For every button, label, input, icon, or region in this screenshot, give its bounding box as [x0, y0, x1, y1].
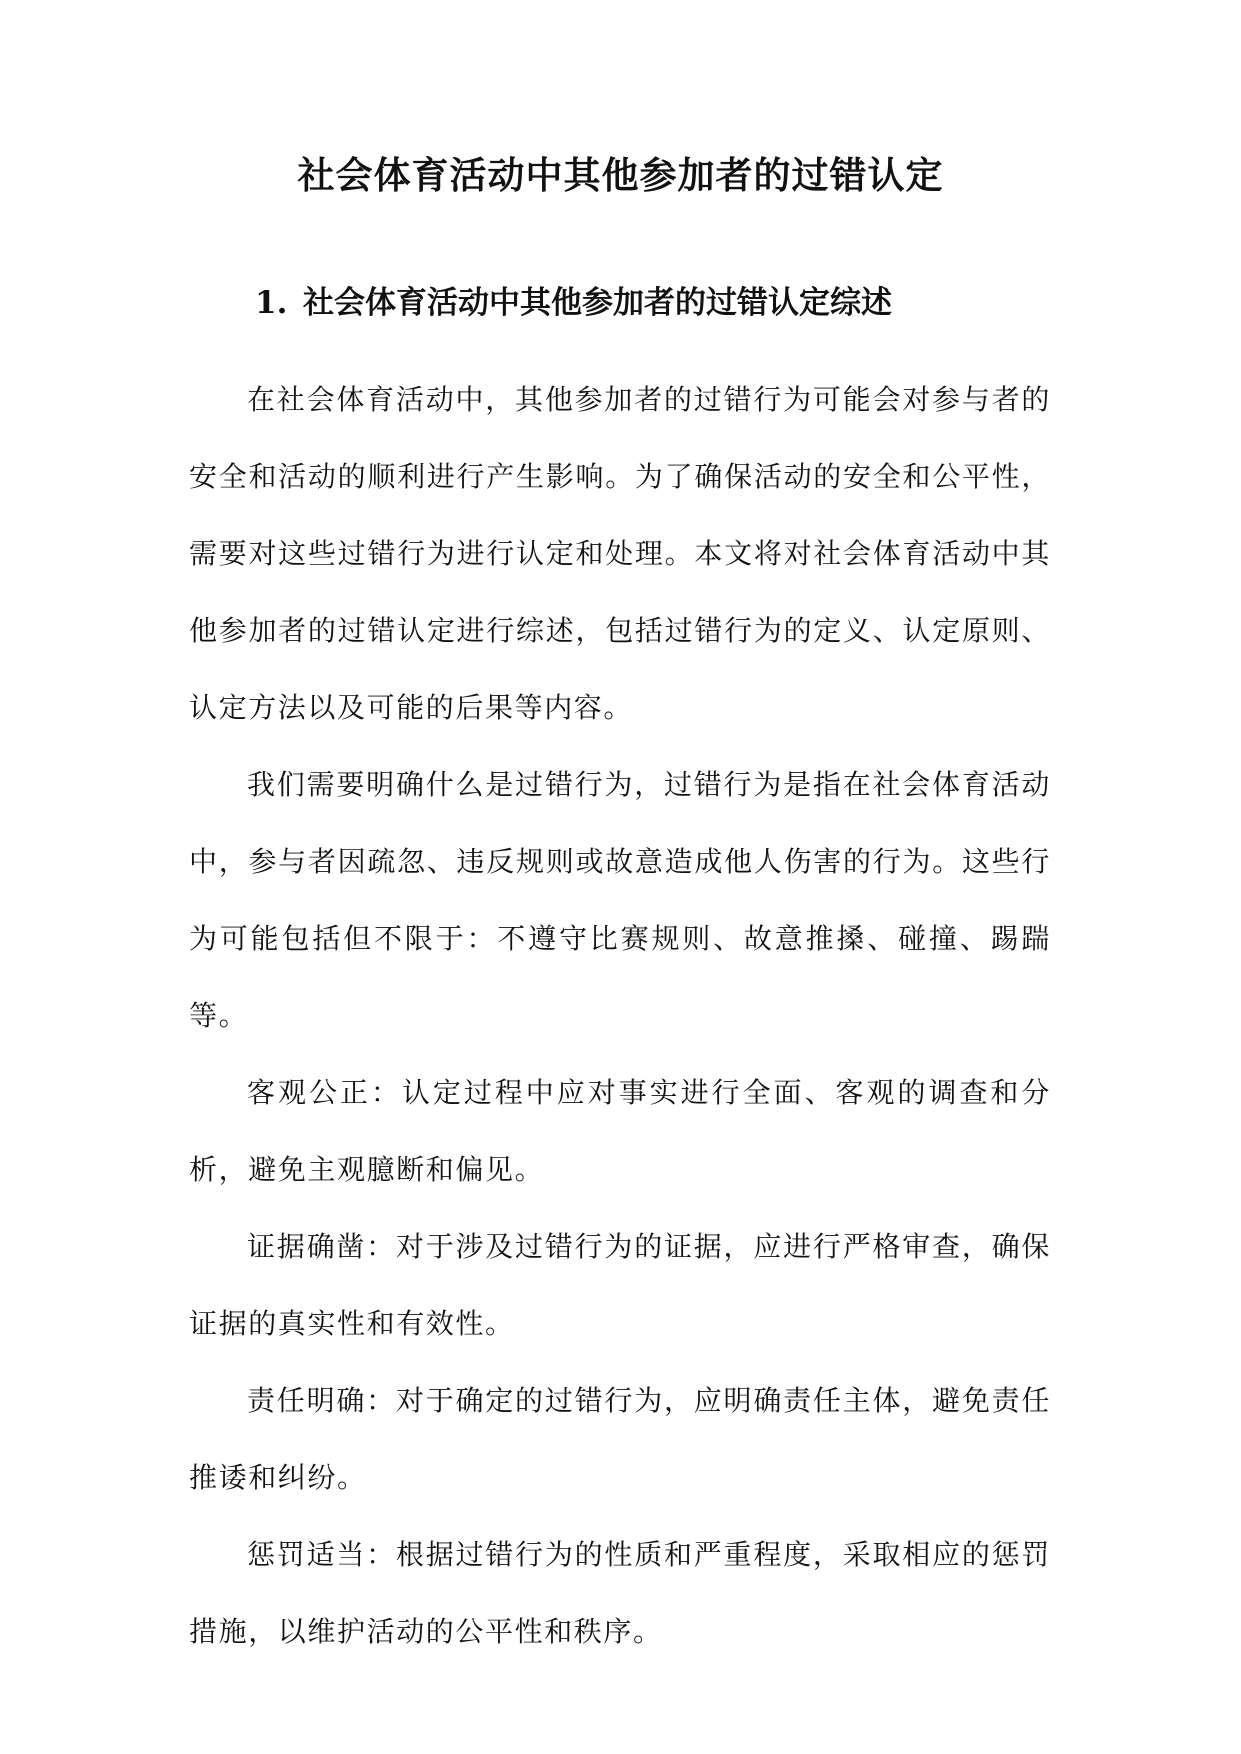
paragraph: 惩罚适当：根据过错行为的性质和严重程度，采取相应的惩罚措施，以维护活动的公平性和秩序。: [189, 1538, 1051, 1648]
document-title: 社会体育活动中其他参加者的过错认定: [297, 153, 944, 197]
paragraph: 客观公正：认定过程中应对事实进行全面、客观的调查和分析，避免主观臆断和偏见。: [189, 1076, 1051, 1186]
paragraph: 我们需要明确什么是过错行为，过错行为是指在社会体育活动中，参与者因疏忽、违反规则或故意造成他人伤害的行为。这些行为可能包括但不限于：不遵守比赛规则、故意推搡、碰撞、踢踹等。: [189, 768, 1051, 1032]
paragraph: 在社会体育活动中，其他参加者的过错行为可能会对参与者的安全和活动的顺利进行产生影响。为了确保活动的安全和公平性，需要对这些过错行为进行认定和处理。本文将对社会体育活动中其他参加者的过错认定进行综述，包括过错行为的定义、认定原则、认定方法以及可能的后果等内容。: [189, 383, 1051, 724]
section-number: 1.: [255, 285, 288, 321]
paragraph: 责任明确：对于确定的过错行为，应明确责任主体，避免责任推诿和纠纷。: [189, 1384, 1051, 1494]
section-heading-text: 社会体育活动中其他参加者的过错认定综述: [303, 285, 892, 321]
section-heading: [255, 280, 892, 326]
paragraph: 证据确凿：对于涉及过错行为的证据，应进行严格审查，确保证据的真实性和有效性。: [189, 1230, 1051, 1340]
body-text: [189, 361, 1051, 1670]
